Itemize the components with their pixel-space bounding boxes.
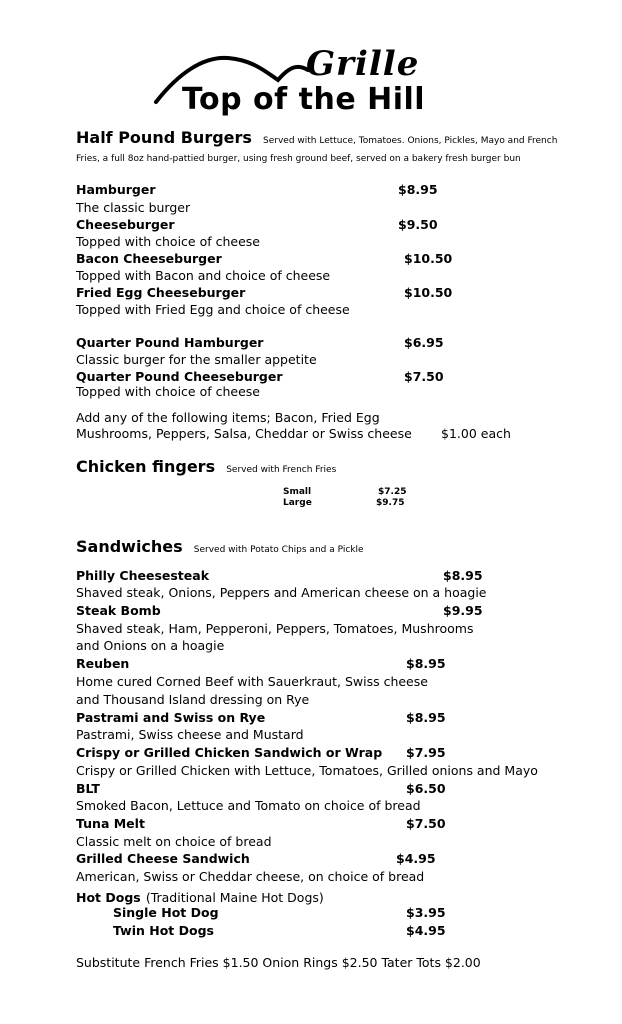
- menu-item-desc: and Onions on a hoagie: [76, 638, 225, 653]
- menu-item-desc: and Thousand Island dressing on Rye: [76, 692, 310, 707]
- brand-script: Grille: [306, 44, 420, 84]
- menu-item-name: Pastrami and Swiss on Rye: [76, 710, 266, 725]
- hotdogs-title: Hot Dogs: [76, 890, 141, 905]
- menu-item-price: $4.95: [406, 923, 446, 938]
- menu-item-price: $10.50: [404, 251, 453, 266]
- menu-item-price: $8.95: [398, 182, 438, 197]
- menu-item-desc: The classic burger: [76, 200, 191, 215]
- burgers-note-2: Fries, a full 8oz hand-pattied burger, using fresh ground beef, served on a bakery fresh burger bun: [76, 154, 521, 164]
- menu-item-price: $7.50: [406, 816, 446, 831]
- chicken-title: Chicken fingers: [76, 457, 216, 476]
- menu-item-desc: Classic melt on choice of bread: [76, 834, 272, 849]
- sandwiches-note: Served with Potato Chips and a Pickle: [193, 545, 364, 555]
- menu-item-price: $8.95: [406, 710, 446, 725]
- logo: [148, 44, 458, 124]
- burgers-header: [76, 128, 557, 147]
- size-label: Large: [283, 498, 312, 508]
- sandwiches-header: [76, 537, 364, 556]
- menu-item-price: $8.95: [443, 568, 483, 583]
- menu-item-desc: American, Swiss or Cheddar cheese, on choice of bread: [76, 869, 425, 884]
- menu-item-desc: Pastrami, Swiss cheese and Mustard: [76, 727, 304, 742]
- menu-item-name: BLT: [76, 781, 100, 796]
- menu-item-name: Steak Bomb: [76, 603, 161, 618]
- menu-item-desc: Shaved steak, Ham, Pepperoni, Peppers, Tomatoes, Mushrooms: [76, 621, 474, 636]
- menu-item-desc: Topped with Bacon and choice of cheese: [76, 268, 331, 283]
- menu-item-price: $7.95: [406, 745, 446, 760]
- menu-item-price: $10.50: [404, 285, 453, 300]
- menu-item-desc: Topped with Fried Egg and choice of cheese: [76, 302, 350, 317]
- menu-item-name: Philly Cheesesteak: [76, 568, 210, 583]
- menu-item-name: Fried Egg Cheeseburger: [76, 285, 246, 300]
- addon-price: $1.00 each: [441, 426, 511, 441]
- menu-item-price: $3.95: [406, 905, 446, 920]
- menu-item-desc: Topped with choice of cheese: [76, 234, 260, 249]
- menu-item-name: Tuna Melt: [76, 816, 145, 831]
- menu-item-price: $9.50: [398, 217, 438, 232]
- menu-item-name: Quarter Pound Hamburger: [76, 335, 264, 350]
- brand-name: Top of the Hill: [182, 82, 426, 117]
- size-label: Small: [283, 487, 312, 497]
- menu-item-name: Hamburger: [76, 182, 156, 197]
- hotdogs-header: [76, 887, 324, 906]
- menu-item-price: $9.95: [443, 603, 483, 618]
- menu-item-name: Bacon Cheeseburger: [76, 251, 222, 266]
- menu-item-price: $6.50: [406, 781, 446, 796]
- menu-item-desc: Smoked Bacon, Lettuce and Tomato on choice of bread: [76, 798, 421, 813]
- menu-item-name: Cheeseburger: [76, 217, 175, 232]
- chicken-header: [76, 457, 336, 476]
- menu-item-desc: Crispy or Grilled Chicken with Lettuce, Tomatoes, Grilled onions and Mayo: [76, 763, 538, 778]
- menu-item-name: Single Hot Dog: [113, 905, 219, 920]
- menu-item-name: Quarter Pound Cheeseburger: [76, 369, 283, 384]
- addon-text: Add any of the following items; Bacon, Fried Egg: [76, 410, 380, 425]
- menu-item-price: $4.95: [396, 851, 436, 866]
- size-price: $7.25: [378, 487, 407, 497]
- size-price: $9.75: [376, 498, 405, 508]
- menu-item-desc: Home cured Corned Beef with Sauerkraut, Swiss cheese: [76, 674, 428, 689]
- menu-item-name: Twin Hot Dogs: [113, 923, 214, 938]
- addon-text: Mushrooms, Peppers, Salsa, Cheddar or Swiss cheese: [76, 426, 412, 441]
- menu-item-price: $8.95: [406, 656, 446, 671]
- menu-item-price: $6.95: [404, 335, 444, 350]
- menu-item-name: Grilled Cheese Sandwich: [76, 851, 250, 866]
- burgers-title: Half Pound Burgers: [76, 128, 252, 147]
- menu-item-name: Crispy or Grilled Chicken Sandwich or Wrap: [76, 745, 383, 760]
- menu-item-desc: Topped with choice of cheese: [76, 384, 260, 399]
- menu-item-desc: Shaved steak, Onions, Peppers and American cheese on a hoagie: [76, 585, 487, 600]
- footer-note: Substitute French Fries $1.50 Onion Rings $2.50 Tater Tots $2.00: [76, 955, 481, 970]
- burgers-note: Served with Lettuce, Tomatoes. Onions, Pickles, Mayo and French: [263, 136, 558, 146]
- sandwiches-title: Sandwiches: [76, 537, 183, 556]
- menu-item-price: $7.50: [404, 369, 444, 384]
- chicken-note: Served with French Fries: [226, 465, 337, 475]
- hotdogs-note: (Traditional Maine Hot Dogs): [145, 890, 324, 905]
- menu-item-name: Reuben: [76, 656, 130, 671]
- menu-item-desc: Classic burger for the smaller appetite: [76, 352, 317, 367]
